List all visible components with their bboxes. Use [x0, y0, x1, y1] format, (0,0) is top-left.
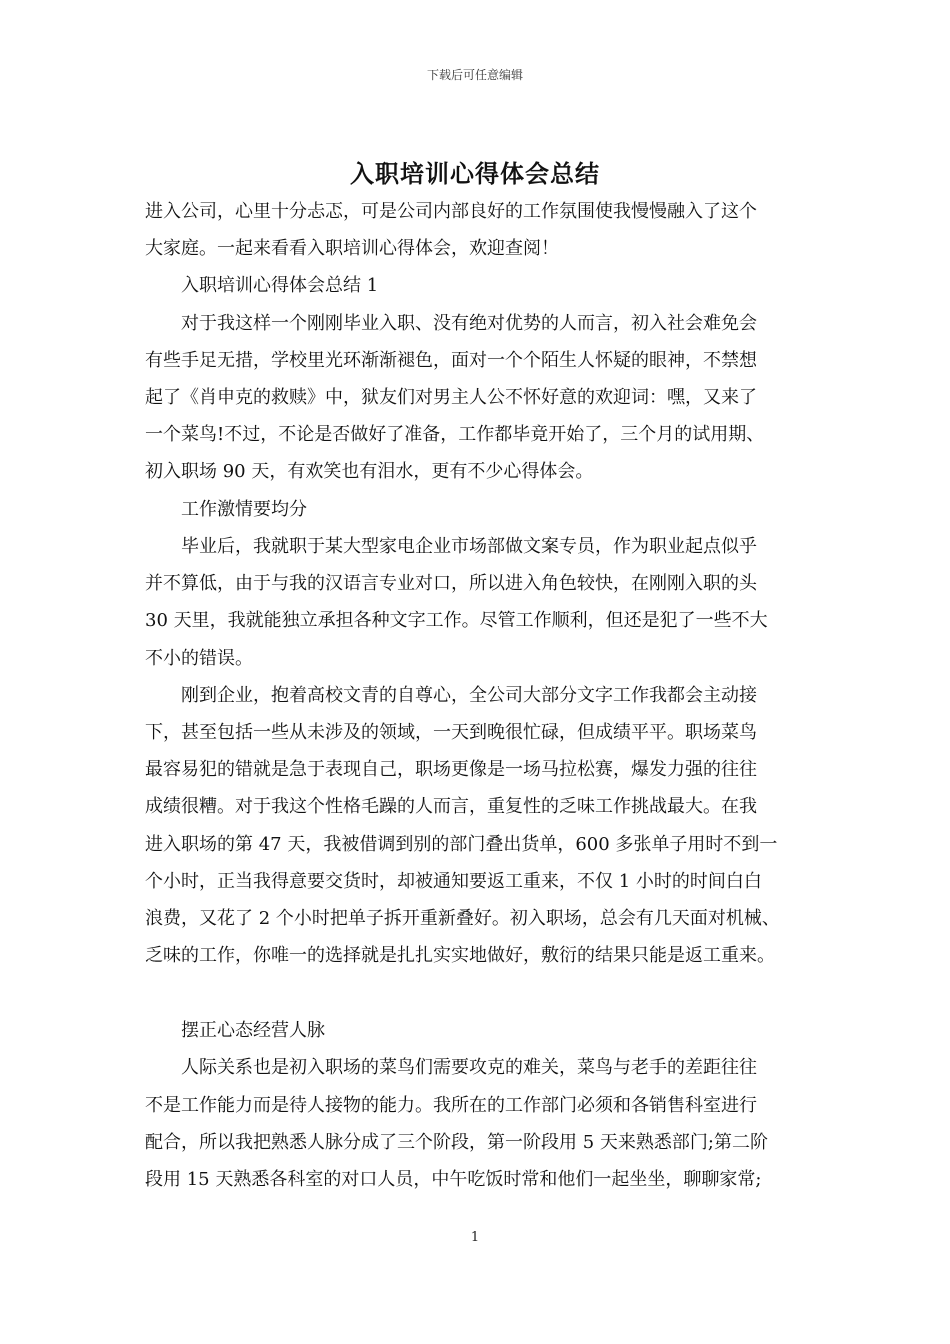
- text-line: 乏味的工作，你唯一的选择就是扎扎实实地做好，敷衍的结果只能是返工重来。: [145, 945, 775, 966]
- text-line: 起了《肖申克的救赎》中，狱友们对男主人公不怀好意的欢迎词：嘿，又来了: [145, 387, 757, 408]
- page-header: 下载后可任意编辑: [426, 68, 523, 82]
- text-line: 个小时，正当我得意要交货时，却被通知要返工重来，不仅 1 小时的时间白白: [145, 871, 762, 892]
- page-number: 1: [470, 1230, 480, 1245]
- text-line: 有些手足无措，学校里光环渐渐褪色，面对一个个陌生人怀疑的眼神，不禁想: [145, 350, 757, 371]
- text-line: 初入职场 90 天，有欢笑也有泪水，更有不少心得体会。: [145, 461, 594, 482]
- text-line: 进入公司，心里十分忐忑，可是公司内部良好的工作氛围使我慢慢融入了这个: [145, 201, 757, 222]
- text-line: 毕业后，我就职于某大型家电企业市场部做文案专员，作为职业起点似乎: [181, 536, 757, 557]
- text-line: 配合，所以我把熟悉人脉分成了三个阶段，第一阶段用 5 天来熟悉部门;第二阶: [145, 1132, 768, 1153]
- text-line: 不小的错误。: [145, 648, 253, 669]
- text-line: 下，甚至包括一些从未涉及的领域，一天到晚很忙碌，但成绩平平。职场菜鸟: [145, 722, 757, 743]
- text-line: 大家庭。一起来看看入职培训心得体会，欢迎查阅！: [145, 238, 559, 259]
- section-heading: 工作激情要均分: [181, 499, 307, 520]
- text-line: 对于我这样一个刚刚毕业入职、没有绝对优势的人而言，初入社会难免会: [181, 313, 757, 334]
- text-line: 30 天里，我就能独立承担各种文字工作。尽管工作顺利，但还是犯了一些不大: [145, 610, 768, 631]
- section-heading: 入职培训心得体会总结 1: [181, 275, 379, 296]
- text-line: 人际关系也是初入职场的菜鸟们需要攻克的难关，菜鸟与老手的差距往往: [181, 1057, 757, 1078]
- section-heading: 摆正心态经营人脉: [181, 1020, 325, 1041]
- text-line: 最容易犯的错就是急于表现自己，职场更像是一场马拉松赛，爆发力强的往往: [145, 759, 757, 780]
- text-line: 一个菜鸟!不过，不论是否做好了准备，工作都毕竟开始了，三个月的试用期、: [145, 424, 765, 445]
- text-line: 不是工作能力而是待人接物的能力。我所在的工作部门必须和各销售科室进行: [145, 1095, 757, 1116]
- text-line: 浪费，又花了 2 个小时把单子拆开重新叠好。初入职场，总会有几天面对机械、: [145, 908, 780, 929]
- text-line: 进入职场的第 47 天，我被借调到别的部门叠出货单，600 多张单子用时不到一: [145, 834, 778, 855]
- document-title: 入职培训心得体会总结: [350, 159, 600, 188]
- text-line: 刚到企业，抱着高校文青的自尊心，全公司大部分文字工作我都会主动接: [181, 685, 757, 706]
- text-line: 成绩很糟。对于我这个性格毛躁的人而言，重复性的乏味工作挑战最大。在我: [145, 796, 757, 817]
- text-line: 段用 15 天熟悉各科室的对口人员，中午吃饭时常和他们一起坐坐，聊聊家常;: [145, 1169, 762, 1190]
- text-line: 并不算低，由于与我的汉语言专业对口，所以进入角色较快，在刚刚入职的头: [145, 573, 757, 594]
